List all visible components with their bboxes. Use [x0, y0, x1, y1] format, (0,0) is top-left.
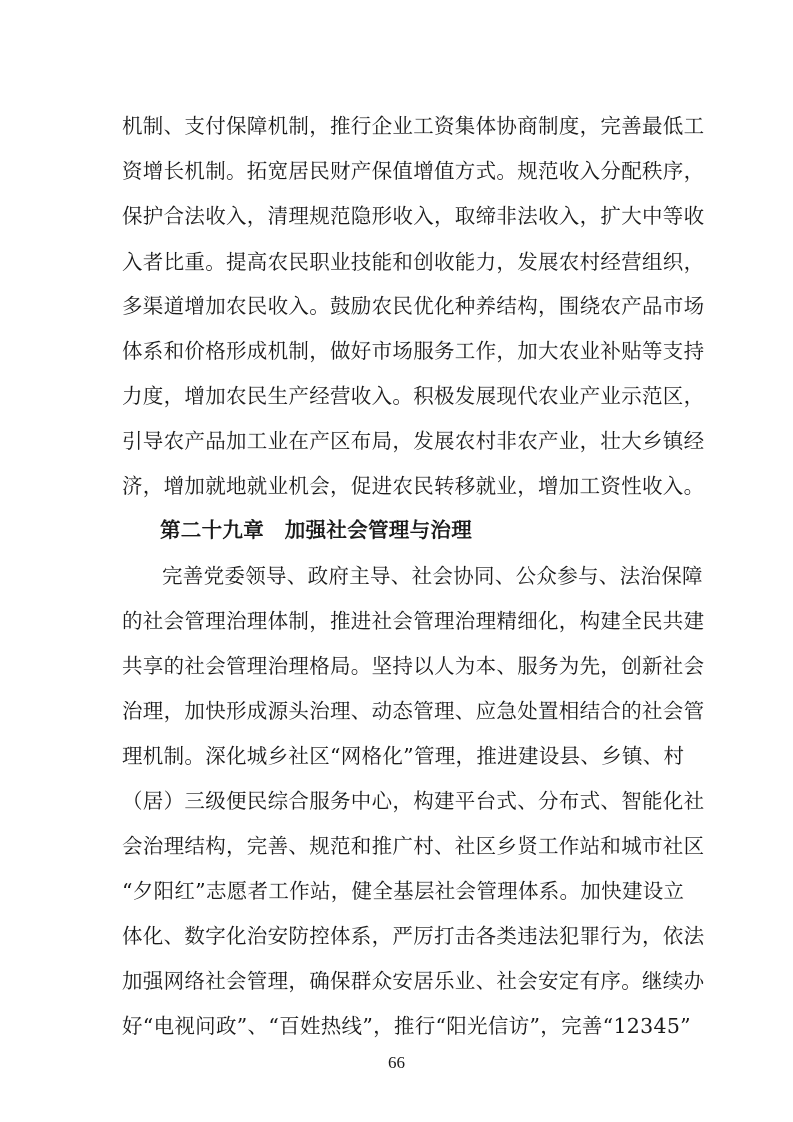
paragraph-line: 引导农产品加工业在产区布局，发展农村非农产业，壮大乡镇经: [122, 429, 705, 453]
paragraph-line: 体系和价格形成机制，做好市场服务工作，加大农业补贴等支持: [122, 339, 705, 363]
paragraph-line: 好“电视问政”、“百姓热线”，推行“阳光信访”，完善“12345”: [122, 1014, 691, 1038]
paragraph-line: 会治理结构，完善、规范和推广村、社区乡贤工作站和城市社区: [122, 834, 705, 858]
paragraph-line: 入者比重。提高农民职业技能和创收能力，发展农村经营组织，: [122, 250, 705, 274]
paragraph-line: 体化、数字化治安防控体系，严厉打击各类违法犯罪行为，依法: [122, 924, 705, 948]
paragraph-line: （居）三级便民综合服务中心，构建平台式、分布式、智能化社: [122, 789, 705, 813]
paragraph-line: 完善党委领导、政府主导、社会协同、公众参与、法治保障: [162, 564, 703, 588]
paragraph-line: 保护合法收入，清理规范隐形收入，取缔非法收入，扩大中等收: [122, 204, 705, 228]
paragraph-line: 治理，加快形成源头治理、动态管理、应急处置相结合的社会管: [122, 699, 705, 723]
paragraph-line: 的社会管理治理体制，推进社会管理治理精细化，构建全民共建: [122, 609, 705, 633]
paragraph-line: 理机制。深化城乡社区“网格化”管理，推进建设县、乡镇、村: [122, 744, 685, 768]
paragraph-line: 机制、支付保障机制，推行企业工资集体协商制度，完善最低工: [122, 114, 705, 138]
chapter-heading: 第二十九章 加强社会管理与治理: [160, 518, 472, 542]
paragraph-line: “夕阳红”志愿者工作站，健全基层社会管理体系。加快建设立: [122, 879, 685, 903]
paragraph-line: 共享的社会管理治理格局。坚持以人为本、服务为先，创新社会: [122, 654, 705, 678]
paragraph-line: 加强网络社会管理，确保群众安居乐业、社会安定有序。继续办: [122, 969, 705, 993]
paragraph-line: 力度，增加农民生产经营收入。积极发展现代农业产业示范区，: [122, 384, 705, 408]
paragraph-line: 济，增加就地就业机会，促进农民转移就业，增加工资性收入。: [122, 474, 705, 498]
paragraph-line: 资增长机制。拓宽居民财产保值增值方式。规范收入分配秩序，: [122, 159, 705, 183]
page-number: 66: [388, 1053, 405, 1072]
paragraph-line: 多渠道增加农民收入。鼓励农民优化种养结构，围绕农产品市场: [122, 294, 705, 318]
